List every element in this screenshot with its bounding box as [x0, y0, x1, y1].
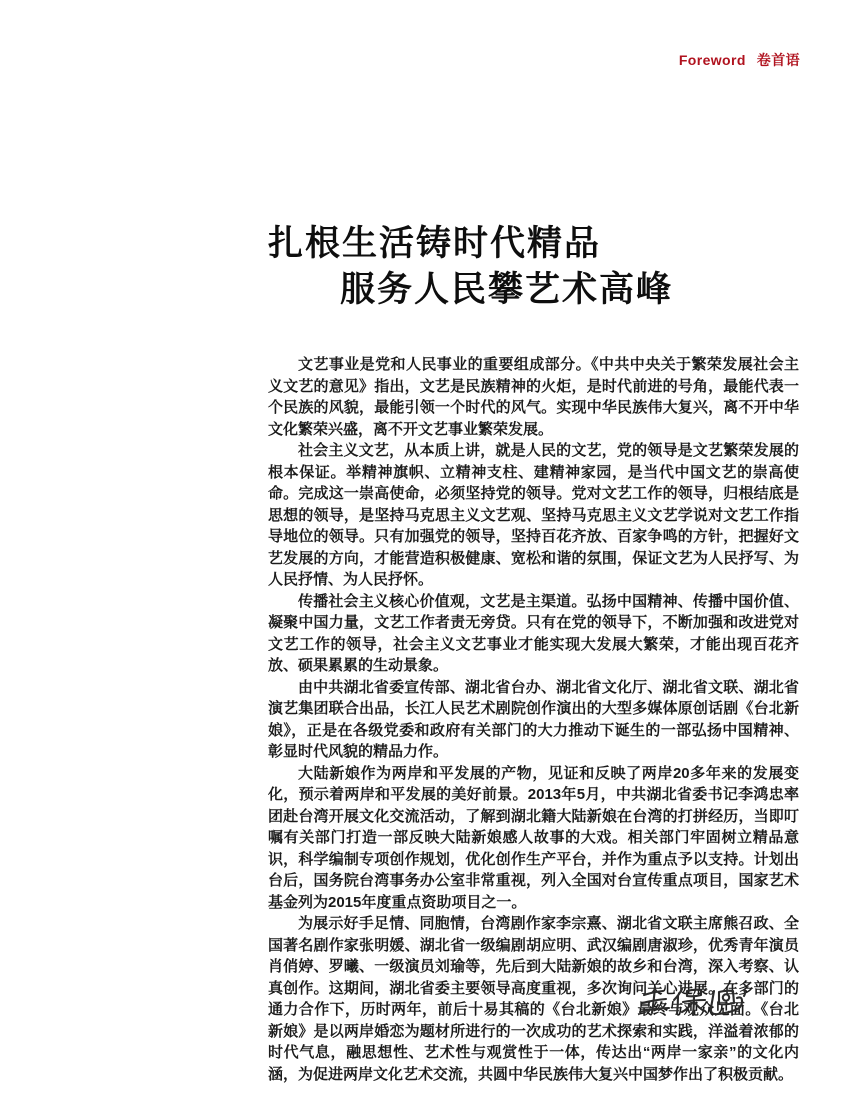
article-title — [268, 221, 673, 313]
paragraph: 大陆新娘作为两岸和平发展的产物，见证和反映了两岸20多年来的发展变化，预示着两岸和平发展的美好前景。2013年5月，中共湖北省委书记李鸿忠率团赴台湾开展文化交流活动，了解到湖北籍大陆新娘在台湾的打拼经历，当即叮嘱有关部门打造一部反映大陆新娘感人故事的大戏。相关部门牢固树立精品意识，科学编制专项创作规划，优化创作生产平台，并作为重点予以支持。计划出台后，国务院台湾事务办公室非常重视，列入全国对台宣传重点项目，国家艺术基金列为2015年度重点资助项目之一。 — [268, 764, 799, 911]
article-title-line1: 扎根生活铸时代精品 — [268, 224, 602, 263]
foreword-label-en: Foreword — [678, 52, 746, 68]
paragraph: 由中共湖北省委宣传部、湖北省台办、湖北省文化厅、湖北省文联、湖北省演艺集团联合出品，长江人民艺术剧院创作演出的大型多媒体原创话剧《台北新娘》，正是在各级党委和政府有关部门的大力推动下诞生的一部弘扬中国精神、彰显时代风貌的精品力作。 — [268, 678, 799, 760]
article-title-line2: 服务人民攀艺术高峰 — [340, 270, 674, 309]
paragraph: 社会主义文艺，从本质上讲，就是人民的文艺，党的领导是文艺繁荣发展的根本保证。举精神旗帜、立精神支柱、建精神家园，是当代中国文艺的崇高使命。完成这一崇高使命，必须坚持党的领导。党对文艺工作的领导，归根结底是思想的领导，是坚持马克思主义文艺观、坚持马克思主义文艺学说对文艺工作指导地位的领导。只有加强党的领导，坚持百花齐放、百家争鸣的方针，把握好文艺发展的方向，才能营造积极健康、宽松和谐的氛围，保证文艺为人民抒写、为人民抒情、为人民抒怀。 — [268, 442, 799, 588]
paragraph: 传播社会主义核心价值观，文艺是主渠道。弘扬中国精神、传播中国价值、凝聚中国力量，文艺工作者责无旁贷。只有在党的领导下，不断加强和改进党对文艺工作的领导，社会主义文艺事业才能实现大发展大繁荣，才能出现百花齐放、硕果累累的生动景象。 — [268, 592, 799, 674]
paragraph: 文艺事业是党和人民事业的重要组成部分。《中共中央关于繁荣发展社会主义文艺的意见》指出，文艺是民族精神的火炬，是时代前进的号角，最能代表一个民族的风貌，最能引领一个时代的风气。实现中华民族伟大复兴，离不开中华文化繁荣兴盛，离不开文艺事业繁荣发展。 — [268, 356, 799, 438]
foreword-label-zh: 卷首语 — [756, 52, 800, 68]
signature-strokes — [636, 978, 754, 1030]
running-head — [679, 50, 800, 70]
handwritten-signature — [636, 978, 754, 1030]
paragraph: 为展示好手足情、同胞情，台湾剧作家李宗熹、湖北省文联主席熊召政、全国著名剧作家张明媛、湖北省一级编剧胡应明、武汉编剧唐淑珍，优秀青年演员肖俏婷、罗曦、一级演员刘瑜等，先后到大陆新娘的故乡和台湾，深入考察、认真创作。这期间，湖北省委主要领导高度重视，多次询问关心进展。在多部门的通力合作下，历时两年，前后十易其稿的《台北新娘》最终与观众见面。《台北新娘》是以两岸婚恋为题材所进行的一次成功的艺术探索和实践，洋溢着浓郁的时代气息，融思想性、艺术性与观赏性于一体，传达出“两岸一家亲”的文化内涵，为促进两岸文化艺术交流，共圆中华民族伟大复兴中国梦作出了积极贡献。 — [268, 915, 799, 1083]
article-body — [268, 354, 799, 1085]
